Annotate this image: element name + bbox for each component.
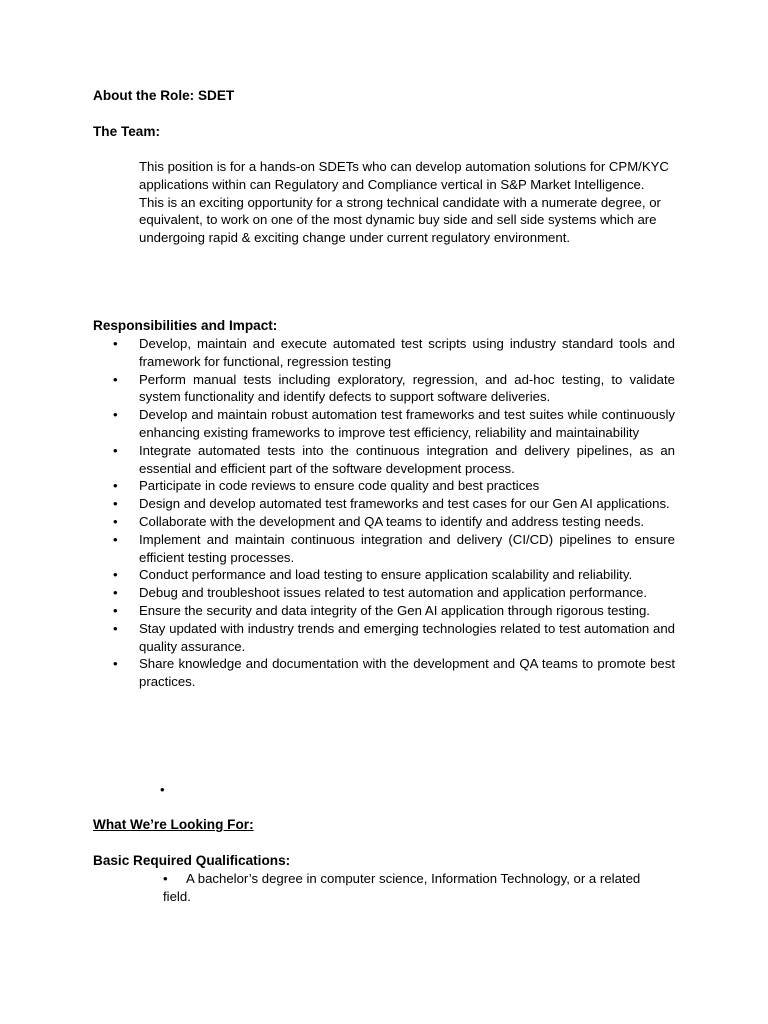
list-item: [93, 477, 675, 495]
team-paragraph: This is an exciting opportunity for a strong technical candidate with a numerate degree, or equivalent, to work on one of the most dynamic buy side and sell side systems which are undergoing rapid & exciting change under current regulatory environment.: [139, 194, 661, 246]
list-item: [93, 655, 675, 691]
list-item: [93, 335, 675, 371]
list-item: [163, 870, 643, 906]
list-item-text: Stay updated with industry trends and emerging technologies related to test automation and quality assurance.: [139, 620, 675, 654]
looking-for-heading: What We’re Looking For:: [93, 817, 254, 832]
list-item-text: Develop, maintain and execute automated test scripts using industry standard tools and framework for functional, regression testing: [139, 336, 675, 369]
list-item-text: Design and develop automated test frameworks and test cases for our Gen AI applications.: [139, 496, 670, 512]
bullet-icon: •: [113, 478, 118, 494]
responsibilities-list: [93, 335, 675, 691]
list-item: [93, 406, 675, 442]
bullet-icon: •: [113, 407, 118, 423]
list-item-text: Conduct performance and load testing to ensure application scalability and reliability.: [139, 567, 633, 583]
bullet-icon: •: [113, 531, 118, 547]
bullet-icon: •: [113, 513, 118, 529]
team-paragraph: This position is for a hands-on SDETs who can develop automation solutions for CPM/KYC applications within can Regulatory and Compliance vertical in S&P Market Intelligence.: [139, 159, 669, 192]
list-item-text: Perform manual tests including exploratory, regression, and ad-hoc testing, to validate system functionality and identify defects to support software deliveries.: [139, 371, 675, 405]
bullet-icon: •: [113, 656, 118, 672]
list-item-text: Share knowledge and documentation with the development and QA teams to promote best practices.: [139, 656, 675, 690]
list-item-text: Integrate automated tests into the continuous integration and delivery pipelines, as an essential and efficient part of the software development process.: [139, 442, 675, 476]
list-item: [93, 513, 675, 531]
list-item: [93, 584, 675, 602]
bullet-icon: •: [113, 336, 118, 351]
bullet-icon: •: [113, 602, 118, 618]
role-title: About the Role: SDET: [93, 88, 235, 103]
bullet-icon: •: [113, 620, 118, 636]
bullet-icon: •: [113, 442, 118, 458]
list-item: [93, 602, 675, 620]
list-item-text: Ensure the security and data integrity of the Gen AI application through rigorous testing.: [139, 602, 650, 618]
bullet-icon: •: [163, 871, 168, 886]
list-item: [93, 442, 675, 478]
list-item-text: Develop and maintain robust automation test frameworks and test suites while continuously enhancing existing frameworks to improve test efficiency, reliability and maintainability: [139, 407, 675, 440]
responsibilities-heading: Responsibilities and Impact:: [93, 318, 278, 333]
list-item-text: A bachelor’s degree in computer science, Information Technology, or a related field.: [163, 871, 641, 904]
list-item: [93, 566, 675, 584]
list-item: [93, 495, 675, 513]
qualifications-heading: Basic Required Qualifications:: [93, 853, 291, 868]
list-item: [93, 620, 675, 656]
team-heading: The Team:: [93, 124, 160, 139]
list-item: [93, 371, 675, 407]
list-item: [93, 531, 675, 567]
empty-bullet-icon: •: [160, 782, 165, 797]
bullet-icon: •: [113, 496, 118, 512]
team-description: [139, 158, 679, 247]
list-item-text: Implement and maintain continuous integration and delivery (CI/CD) pipelines to ensure efficient testing processes.: [139, 531, 675, 565]
bullet-icon: •: [113, 371, 118, 387]
list-item-text: Participate in code reviews to ensure code quality and best practices: [139, 478, 540, 494]
bullet-icon: •: [113, 585, 118, 601]
list-item-text: Debug and troubleshoot issues related to test automation and application performance.: [139, 585, 648, 601]
qualifications-list: [163, 870, 643, 906]
list-item-text: Collaborate with the development and QA teams to identify and address testing needs.: [139, 513, 645, 529]
bullet-icon: •: [113, 567, 118, 583]
